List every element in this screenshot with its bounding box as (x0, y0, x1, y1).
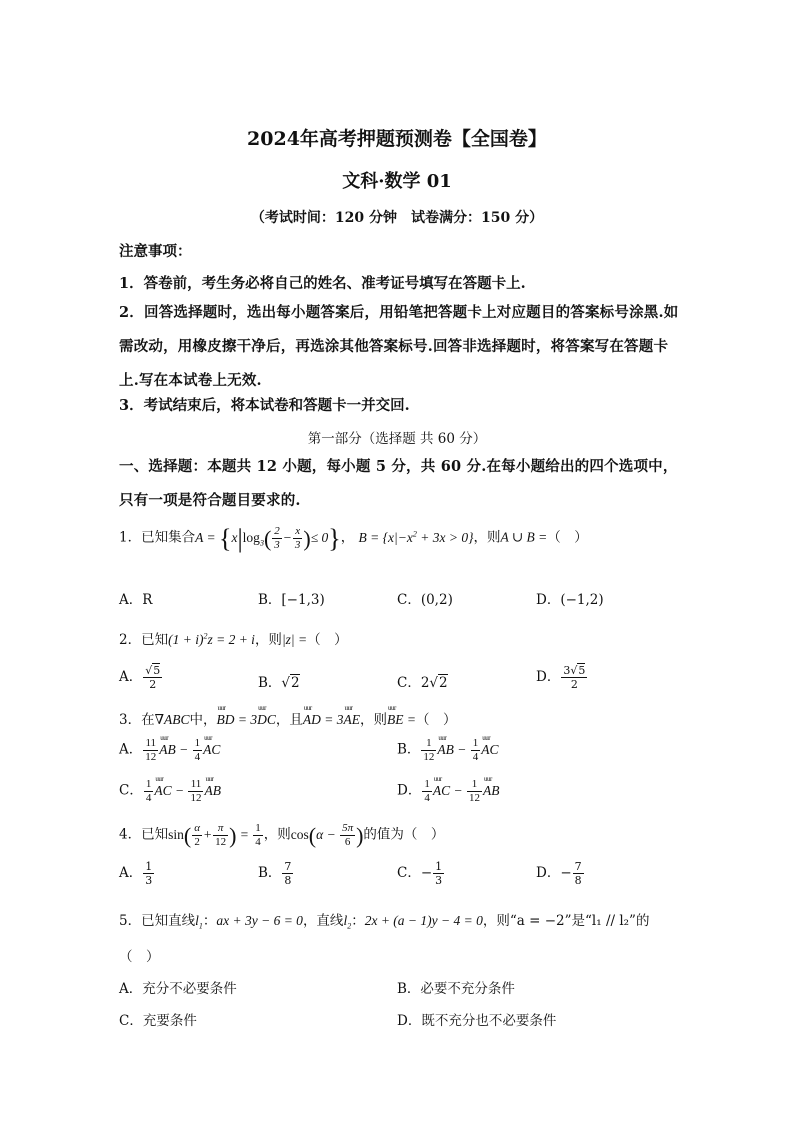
notice-item-3: 3．考试结束后，将本试卷和答题卡一并交回. (119, 397, 410, 414)
q4-option-a: A． $\frac{1}{3}$ (119, 860, 153, 887)
q3-option-a: A． $\frac{11}{12}$ uur AB − $\frac{1}{4}$ uur AC (119, 737, 220, 764)
question-4: 4．已知sin( $\frac{\alpha}{2}$ + $\frac{\pi}{12}$ ) = $\frac{1}{4}$ ，则cos(α − $\frac{5\pi}{6}$ )的值为（ ） (119, 822, 445, 848)
q1-option-d: D．(−1,2) (536, 592, 604, 608)
q1-option-b: B．[−1,3) (258, 592, 325, 608)
q5-paren: （ ） (119, 949, 160, 965)
section-intro: 一、选择题：本题共 12 小题，每小题 5 分，共 60 分.在每小题给出的四个选项中，只有一项是符合题目要求的. (119, 458, 678, 509)
q3-option-b: B． $\frac{1}{12}$ uur AB − $\frac{1}{4}$ uur AC (397, 737, 499, 764)
q5-option-a: A．充分不必要条件 (119, 981, 237, 997)
q5-option-d: D．既不充分也不必要条件 (397, 1013, 557, 1029)
q1-set-a: $A = \{x|\log_3$( $\frac{2}{3}$ − $\frac{x}{3}$ )≤ 0} (195, 523, 341, 553)
q5-option-b: B．必要不充分条件 (397, 981, 515, 997)
section-heading: 第一部分（选择题 共 60 分） (307, 431, 487, 447)
q4-option-c: C．− $\frac{1}{3}$ (397, 860, 443, 887)
q4-option-b: B． $\frac{7}{8}$ (258, 860, 292, 887)
q2-option-c: C．2√2 (397, 675, 448, 691)
question-5: 5．已知直线$l_1$：ax + 3y − 6 = 0，直线$l_2$：2x + (a − 1)y − 4 = 0，则“a = −2”是“l₁ // l₂”的 (119, 913, 650, 931)
question-2: 2．已知$(1 + i)^2z = 2 + i$，则|z| =（ ） (119, 631, 348, 648)
notice-item-2: 2．回答选择题时，选出每小题答案后，用铅笔把答题卡上对应题目的答案标号涂黑.如需改动，用橡皮擦干净后，再选涂其他答案标号.回答非选择题时，将答案写在答题卡上.写在本试卷上无效. (119, 304, 679, 389)
exam-subtitle: 文科·数学 01 (342, 171, 452, 192)
q1-option-a: A．R (119, 592, 153, 608)
q3-option-d: D． $\frac{1}{4}$ uur AC − $\frac{1}{12}$ uur AB (397, 778, 499, 805)
q1-stem: 1．已知集合 (119, 529, 196, 546)
exam-info: （考试时间：120 分钟 试卷满分：150 分） (250, 210, 544, 226)
q2-option-d: D． $\frac{3√5}{2}$ (536, 664, 586, 691)
q2-option-b: B．√2 (258, 675, 300, 691)
question-1: 1．已知集合$A = \{x|\log_3$( $\frac{2}{3}$ − $\frac{x}{3}$ )≤ 0}， $B = \{x|-x^2 + 3x > 0\}$，则A ∪ B =（ ） (119, 523, 588, 553)
exam-title: 2024年高考押题预测卷【全国卷】 (247, 128, 547, 150)
q1-set-b: $B = \{x|-x^2 + 3x > 0\}$ (358, 529, 474, 545)
notice-heading: 注意事项： (119, 243, 192, 260)
q2-option-a: A． $\frac{√5}{2}$ (119, 664, 161, 691)
q3-option-c: C． $\frac{1}{4}$ uur AC − $\frac{11}{12}$ uur AB (119, 778, 221, 805)
notice-item-1: 1．答卷前，考生务必将自己的姓名、准考证号填写在答题卡上. (119, 275, 526, 292)
q1-option-c: C．(0,2) (397, 592, 453, 608)
q5-option-c: C．充要条件 (119, 1013, 197, 1029)
q4-option-d: D．− $\frac{7}{8}$ (536, 860, 582, 887)
question-3: 3．在∇ABC中，uur BD = 3uur DC，且uur AD = 3uur AE，则uur BE =（ ） (119, 708, 457, 728)
